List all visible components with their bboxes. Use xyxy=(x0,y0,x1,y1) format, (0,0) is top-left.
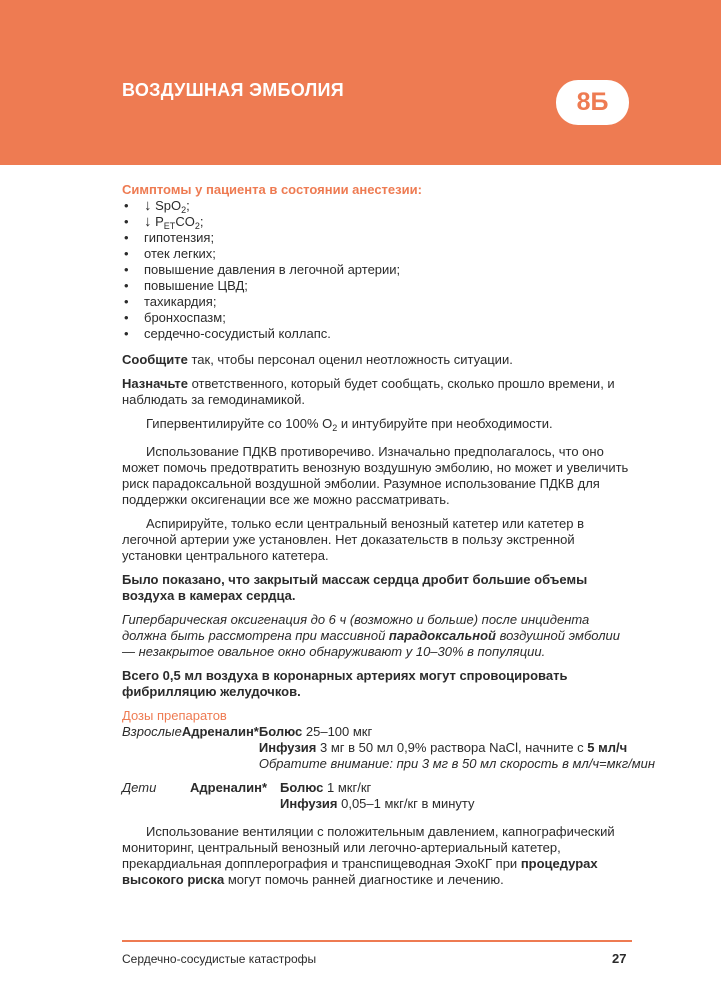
paragraph-aspirate: Аспирируйте, только если центральный венозный катетер или катетер в легочной артерии уже установлен. Нет доказательств в пользу экстренной установки центрального катетера. xyxy=(122,516,584,563)
dose-bolus: Болюс 1 мкг/кг xyxy=(280,780,372,795)
footer-section-title: Сердечно-сосудистые катастрофы xyxy=(122,952,317,966)
down-arrow-icon: ↓ xyxy=(144,197,152,214)
list-item: • ↓ $P_{ET}CO_2$; xyxy=(124,213,204,231)
dose-infusion: Инфузия 0,05–1 мкг/кг в минуту xyxy=(280,796,475,811)
list-item: • повышение давления в легочной артерии; xyxy=(124,262,401,277)
footer-divider xyxy=(122,940,632,942)
dose-row-adults xyxy=(122,724,656,772)
list-item: • ↓ SpO$_2$; xyxy=(124,197,190,215)
paragraph-hyperventilate: Гипервентилируйте со 100% $O_2$ и интубируйте при необходимости. xyxy=(146,416,553,433)
symptoms-list xyxy=(122,198,632,342)
dose-row-children xyxy=(122,780,632,812)
dose-infusion: Инфузия 3 мг в 50 мл 0,9% раствора NaCl, начните с 5 мл/ч xyxy=(258,740,628,755)
doses-heading: Дозы препаратов xyxy=(122,708,227,723)
main-content xyxy=(122,182,656,896)
symptoms-heading: Симптомы у пациента в состоянии анестезии: xyxy=(122,182,422,197)
list-item: • тахикардия; xyxy=(124,294,217,309)
paragraph-inform: Сообщите так, чтобы персонал оценил неотложность ситуации. xyxy=(122,352,513,367)
dose-drug-name: Адреналин* xyxy=(181,724,259,739)
dose-group-label: Взрослые xyxy=(122,724,182,739)
page-title: ВОЗДУШНАЯ ЭМБОЛИЯ xyxy=(122,80,344,100)
list-item: • отек легких; xyxy=(124,246,216,261)
paragraph-cardiac-massage: Было показано, что закрытый массаж сердца дробит большие объемы воздуха в камерах сердца. xyxy=(122,572,588,603)
page-number: 27 xyxy=(612,951,627,966)
dose-note: Обратите внимание: при 3 мг в 50 мл скорость в мл/ч=мкг/мин xyxy=(258,756,656,771)
dose-drug-name: Адреналин* xyxy=(190,780,268,795)
list-item: • повышение ЦВД; xyxy=(124,278,248,293)
paragraph-coronary-air: Всего 0,5 мл воздуха в коронарных артериях могут спровоцировать фибрилляцию желудочков. xyxy=(122,668,568,699)
list-item: • гипотензия; xyxy=(124,230,215,245)
list-item: • бронхоспазм; xyxy=(124,310,226,325)
paragraph-peep: Использование ПДКВ противоречиво. Изначально предполагалось, что оно может помочь предотвратить венозную воздушную эмболию, но может и увеличить риск парадоксальной воздушной эмболии. Разумное использование ПДКВ для поддержки оксигенации все же можно рассматривать. xyxy=(122,444,629,507)
paragraph-assign: Назначьте ответственного, который будет сообщать, сколько прошло времени, и наблюдать за гемодинамикой. xyxy=(122,376,615,407)
paragraph-hyperbaric: Гипербарическая оксигенация до 6 ч (возможно и больше) после инцидента должна быть рассмотрена при массивной парадоксальной воздушной эмболии — незакрытое овальное окно обнаруживают у 10–30% в популяции. xyxy=(122,612,620,659)
dose-group-label: Дети xyxy=(122,780,157,795)
paragraph-diagnostics: Использование вентиляции с положительным давлением, капнографический мониторинг, центральный венозный или легочно-артериальный катетер, прекардиальная допплерография и транспищеводная ЭхоКГ при процедурах высокого риска могут помочь ранней диагностике и лечению. xyxy=(122,824,615,887)
chapter-badge: 8Б xyxy=(556,80,629,125)
down-arrow-icon: ↓ xyxy=(144,213,152,230)
header-banner xyxy=(0,0,721,165)
list-item: • сердечно-сосудистый коллапс. xyxy=(124,326,331,341)
dose-bolus: Болюс 25–100 мкг xyxy=(258,724,373,739)
